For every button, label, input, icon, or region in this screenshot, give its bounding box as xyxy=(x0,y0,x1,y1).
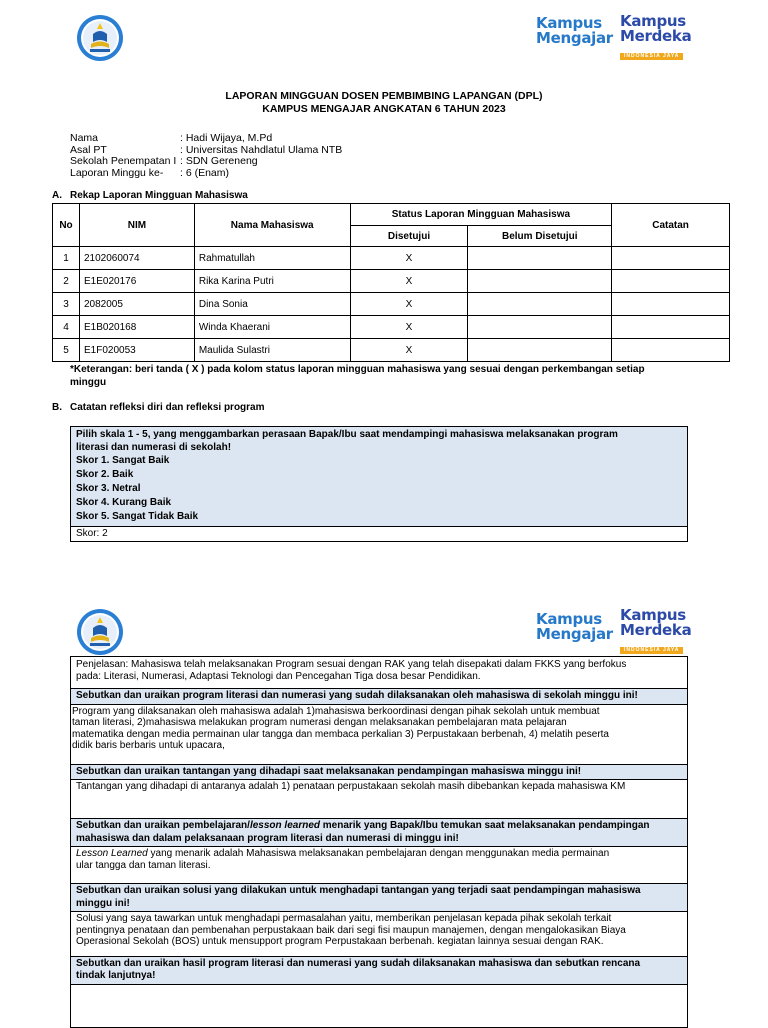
answer-program xyxy=(71,705,687,765)
kampus-merdeka-logo-line1: Kampus xyxy=(620,12,686,30)
kampus-merdeka-tagline: INDONESIA JAYA xyxy=(620,647,683,654)
cell-no: 4 xyxy=(53,316,80,339)
question-hasil-line2: tindak lanjutnya! xyxy=(76,970,156,981)
info-row xyxy=(70,133,342,145)
kampus-mengajar-logo xyxy=(536,612,616,646)
section-a-letter: A. xyxy=(52,190,62,201)
scale-box xyxy=(70,426,688,542)
col-header-belum: Belum Disetujui xyxy=(468,226,612,247)
info-label: Sekolah Penempatan I xyxy=(70,156,177,167)
col-header-nim: NIM xyxy=(79,204,194,247)
col-header-status: Status Laporan Mingguan Mahasiswa xyxy=(350,204,612,226)
scale-option: Skor 3. Netral xyxy=(76,483,141,494)
info-value: : 6 (Enam) xyxy=(180,166,230,179)
info-row xyxy=(70,168,342,180)
kampus-merdeka-logo-line2: Merdeka xyxy=(620,27,692,45)
table-row xyxy=(53,270,730,293)
kampus-merdeka-tagline: INDONESIA JAYA xyxy=(620,53,683,60)
table-header-row xyxy=(53,204,730,226)
cell-disetujui: X xyxy=(350,270,468,293)
cell-nama: Dina Sonia xyxy=(194,293,350,316)
cell-nama: Rika Karina Putri xyxy=(194,270,350,293)
cell-nim: E1F020053 xyxy=(79,339,194,362)
scale-question xyxy=(71,427,687,527)
answer-program-line: didik baris berbaris untuk upacara, xyxy=(72,740,225,751)
answer-lesson-post: yang menarik adalah Mahasiswa melaksanakan pembelajaran dengan menggunakan media permainan xyxy=(147,848,610,859)
cell-nama: Winda Khaerani xyxy=(194,316,350,339)
report-title-line1: LAPORAN MINGGUAN DOSEN PEMBIMBING LAPANGAN (DPL) xyxy=(225,90,543,102)
cell-catatan xyxy=(612,247,730,270)
answer-lesson-em: Lesson Learned xyxy=(76,848,148,859)
col-header-disetujui: Disetujui xyxy=(350,226,468,247)
cell-belum xyxy=(468,270,612,293)
answer-hasil xyxy=(71,985,687,1027)
question-lesson-learned xyxy=(71,819,687,847)
kampus-mengajar-logo-line1: Kampus xyxy=(536,14,602,32)
info-value: : Universitas Nahdlatul Ulama NTB xyxy=(180,143,343,156)
scale-option: Skor 4. Kurang Baik xyxy=(76,497,172,508)
answer-solusi xyxy=(71,912,687,957)
report-page-2 xyxy=(0,560,768,1024)
cell-nim: 2102060074 xyxy=(79,247,194,270)
kampus-merdeka-logo xyxy=(620,12,692,59)
report-title-line2: KAMPUS MENGAJAR ANGKATAN 6 TAHUN 2023 xyxy=(262,103,506,115)
info-value: : Hadi Wijaya, M.Pd xyxy=(180,132,273,144)
cell-nim: E1E020176 xyxy=(79,270,194,293)
kampus-mengajar-logo xyxy=(536,16,616,50)
question-lesson-pre: Sebutkan dan uraikan pembelajaran/ xyxy=(76,820,250,831)
tut-wuri-handayani-logo xyxy=(76,608,124,656)
cell-disetujui: X xyxy=(350,316,468,339)
kampus-merdeka-logo-line1: Kampus xyxy=(620,606,686,624)
table-row xyxy=(53,247,730,270)
question-lesson-line2: mahasiswa dan dalam pelaksanaan program literasi dan numerasi di minggu ini! xyxy=(76,832,459,844)
cell-catatan xyxy=(612,293,730,316)
info-value: : SDN Gereneng xyxy=(180,155,258,167)
cell-disetujui: X xyxy=(350,293,468,316)
cell-catatan xyxy=(612,270,730,293)
cell-nim: 2082005 xyxy=(79,293,194,316)
cell-belum xyxy=(468,293,612,316)
col-header-no: No xyxy=(53,204,80,247)
col-header-catatan: Catatan xyxy=(612,204,730,247)
question-hasil-line1: Sebutkan dan uraikan hasil program literasi dan numerasi yang sudah dilaksanakan mahasiswa dan sebutkan rencana xyxy=(76,957,641,969)
penjelasan-line2: pada: Literasi, Numerasi, Adaptasi Teknologi dan Pencegahan Tiga dosa besar Pendidikan. xyxy=(76,670,481,682)
cell-belum xyxy=(468,316,612,339)
kampus-merdeka-logo-line2: Merdeka xyxy=(620,621,692,639)
info-label: Laporan Minggu ke- xyxy=(70,167,164,179)
answer-program-line: Program yang dilaksanakan oleh mahasiswa adalah 1)mahasiswa berkoordinasi dengan pihak sekolah untuk membuat xyxy=(72,705,600,717)
answer-solusi-line: Operasional Sekolah (BOS) untuk mensupport program Perpustakaan berbenah. kegiatan lainnya sesuai dengan RAK. xyxy=(76,936,604,947)
section-a-heading xyxy=(52,190,248,201)
col-header-nama: Nama Mahasiswa xyxy=(194,204,350,247)
cell-nama: Maulida Sulastri xyxy=(194,339,350,362)
answer-lesson-line2: ular tangga dan taman literasi. xyxy=(76,859,211,871)
tut-wuri-handayani-logo xyxy=(76,14,124,62)
cell-no: 3 xyxy=(53,293,80,316)
scale-answer: Skor: 2 xyxy=(76,528,108,539)
question-lesson-post: menarik yang Bapak/Ibu temukan saat melaksanakan pendampingan xyxy=(319,820,650,831)
kampus-merdeka-logo xyxy=(620,606,692,653)
reflection-box xyxy=(70,656,688,1028)
scale-option: Skor 2. Baik xyxy=(76,469,134,480)
scale-question-line2: literasi dan numerasi di sekolah! xyxy=(76,441,232,453)
info-label: Nama xyxy=(70,133,99,144)
cell-belum xyxy=(468,339,612,362)
kampus-mengajar-logo-line2: Mengajar xyxy=(536,625,613,643)
answer-program-line: taman literasi, 2)mahasiswa melakukan program numerasi dengan melaksanakan pembelajaran mata pelajaran xyxy=(72,717,567,728)
kampus-mengajar-logo-line1: Kampus xyxy=(536,610,602,628)
question-lesson-em: lesson learned xyxy=(249,820,320,831)
table-note xyxy=(70,363,700,389)
answer-lesson-learned xyxy=(71,847,687,884)
answer-solusi-line: pentingnya penataan dan pembenahan perpustakaan baik dari segi fisi maupun manajemen, dengan mengalokasikan Biaya xyxy=(76,924,626,936)
cell-nama: Rahmatullah xyxy=(194,247,350,270)
section-b-letter: B. xyxy=(52,402,62,413)
table-row xyxy=(53,316,730,339)
question-solusi-line1: Sebutkan dan uraikan solusi yang dilakukan untuk menghadapi tantangan yang terjadi saat pendampingan mahasiswa xyxy=(76,885,641,896)
cell-nim: E1B020168 xyxy=(79,316,194,339)
scale-option: Skor 1. Sangat Baik xyxy=(76,455,170,466)
section-b-title: Catatan refleksi diri dan refleksi program xyxy=(70,402,265,413)
cell-disetujui: X xyxy=(350,339,468,362)
cell-no: 5 xyxy=(53,339,80,362)
table-note-line2: minggu xyxy=(70,377,107,388)
cell-no: 2 xyxy=(53,270,80,293)
answer-program-line: matematika dengan media permainan ular tangga dan membaca perkalian 3) Perpustakaan berbenah, 4) melatih peserta xyxy=(72,728,609,740)
cell-catatan xyxy=(612,316,730,339)
question-solusi-line2: minggu ini! xyxy=(76,897,130,909)
question-program: Sebutkan dan uraikan program literasi dan numerasi yang sudah dilaksanakan oleh mahasiswa di sekolah minggu ini! xyxy=(71,689,687,705)
cell-belum xyxy=(468,247,612,270)
cell-disetujui: X xyxy=(350,247,468,270)
info-block xyxy=(70,133,342,179)
section-b-heading xyxy=(52,402,265,413)
info-row xyxy=(70,156,342,168)
question-hasil xyxy=(71,957,687,985)
table-row xyxy=(53,339,730,362)
rekap-table xyxy=(52,203,730,362)
table-row xyxy=(53,293,730,316)
answer-solusi-line: Solusi yang saya tawarkan untuk menghadapi permasalahan yaitu, memberikan penjelasan kepada pihak sekolah terkait xyxy=(76,913,612,924)
question-tantangan: Sebutkan dan uraikan tantangan yang dihadapi saat melaksanakan pendampingan mahasiswa minggu ini! xyxy=(71,765,687,781)
penjelasan-line1: Penjelasan: Mahasiswa telah melaksanakan Program sesuai dengan RAK yang telah disepakati dalam FKKS yang berfokus xyxy=(76,659,627,670)
cell-no: 1 xyxy=(53,247,80,270)
cell-catatan xyxy=(612,339,730,362)
scale-question-line1: Pilih skala 1 - 5, yang menggambarkan perasaan Bapak/Ibu saat mendampingi mahasiswa melaksanakan program xyxy=(76,429,618,440)
section-a-title: Rekap Laporan Mingguan Mahasiswa xyxy=(70,190,248,201)
penjelasan-text xyxy=(71,657,687,689)
scale-option: Skor 5. Sangat Tidak Baik xyxy=(76,511,199,522)
info-label: Asal PT xyxy=(70,144,107,156)
question-solusi xyxy=(71,884,687,912)
kampus-mengajar-logo-line2: Mengajar xyxy=(536,29,613,47)
answer-tantangan: Tantangan yang dihadapi di antaranya adalah 1) penataan perpustakaan sekolah masih dibebankan kepada mahasiswa KM xyxy=(71,780,687,819)
table-note-line1: *Keterangan: beri tanda ( X ) pada kolom status laporan mingguan mahasiswa yang sesuai dengan perkembangan setiap xyxy=(70,364,645,375)
